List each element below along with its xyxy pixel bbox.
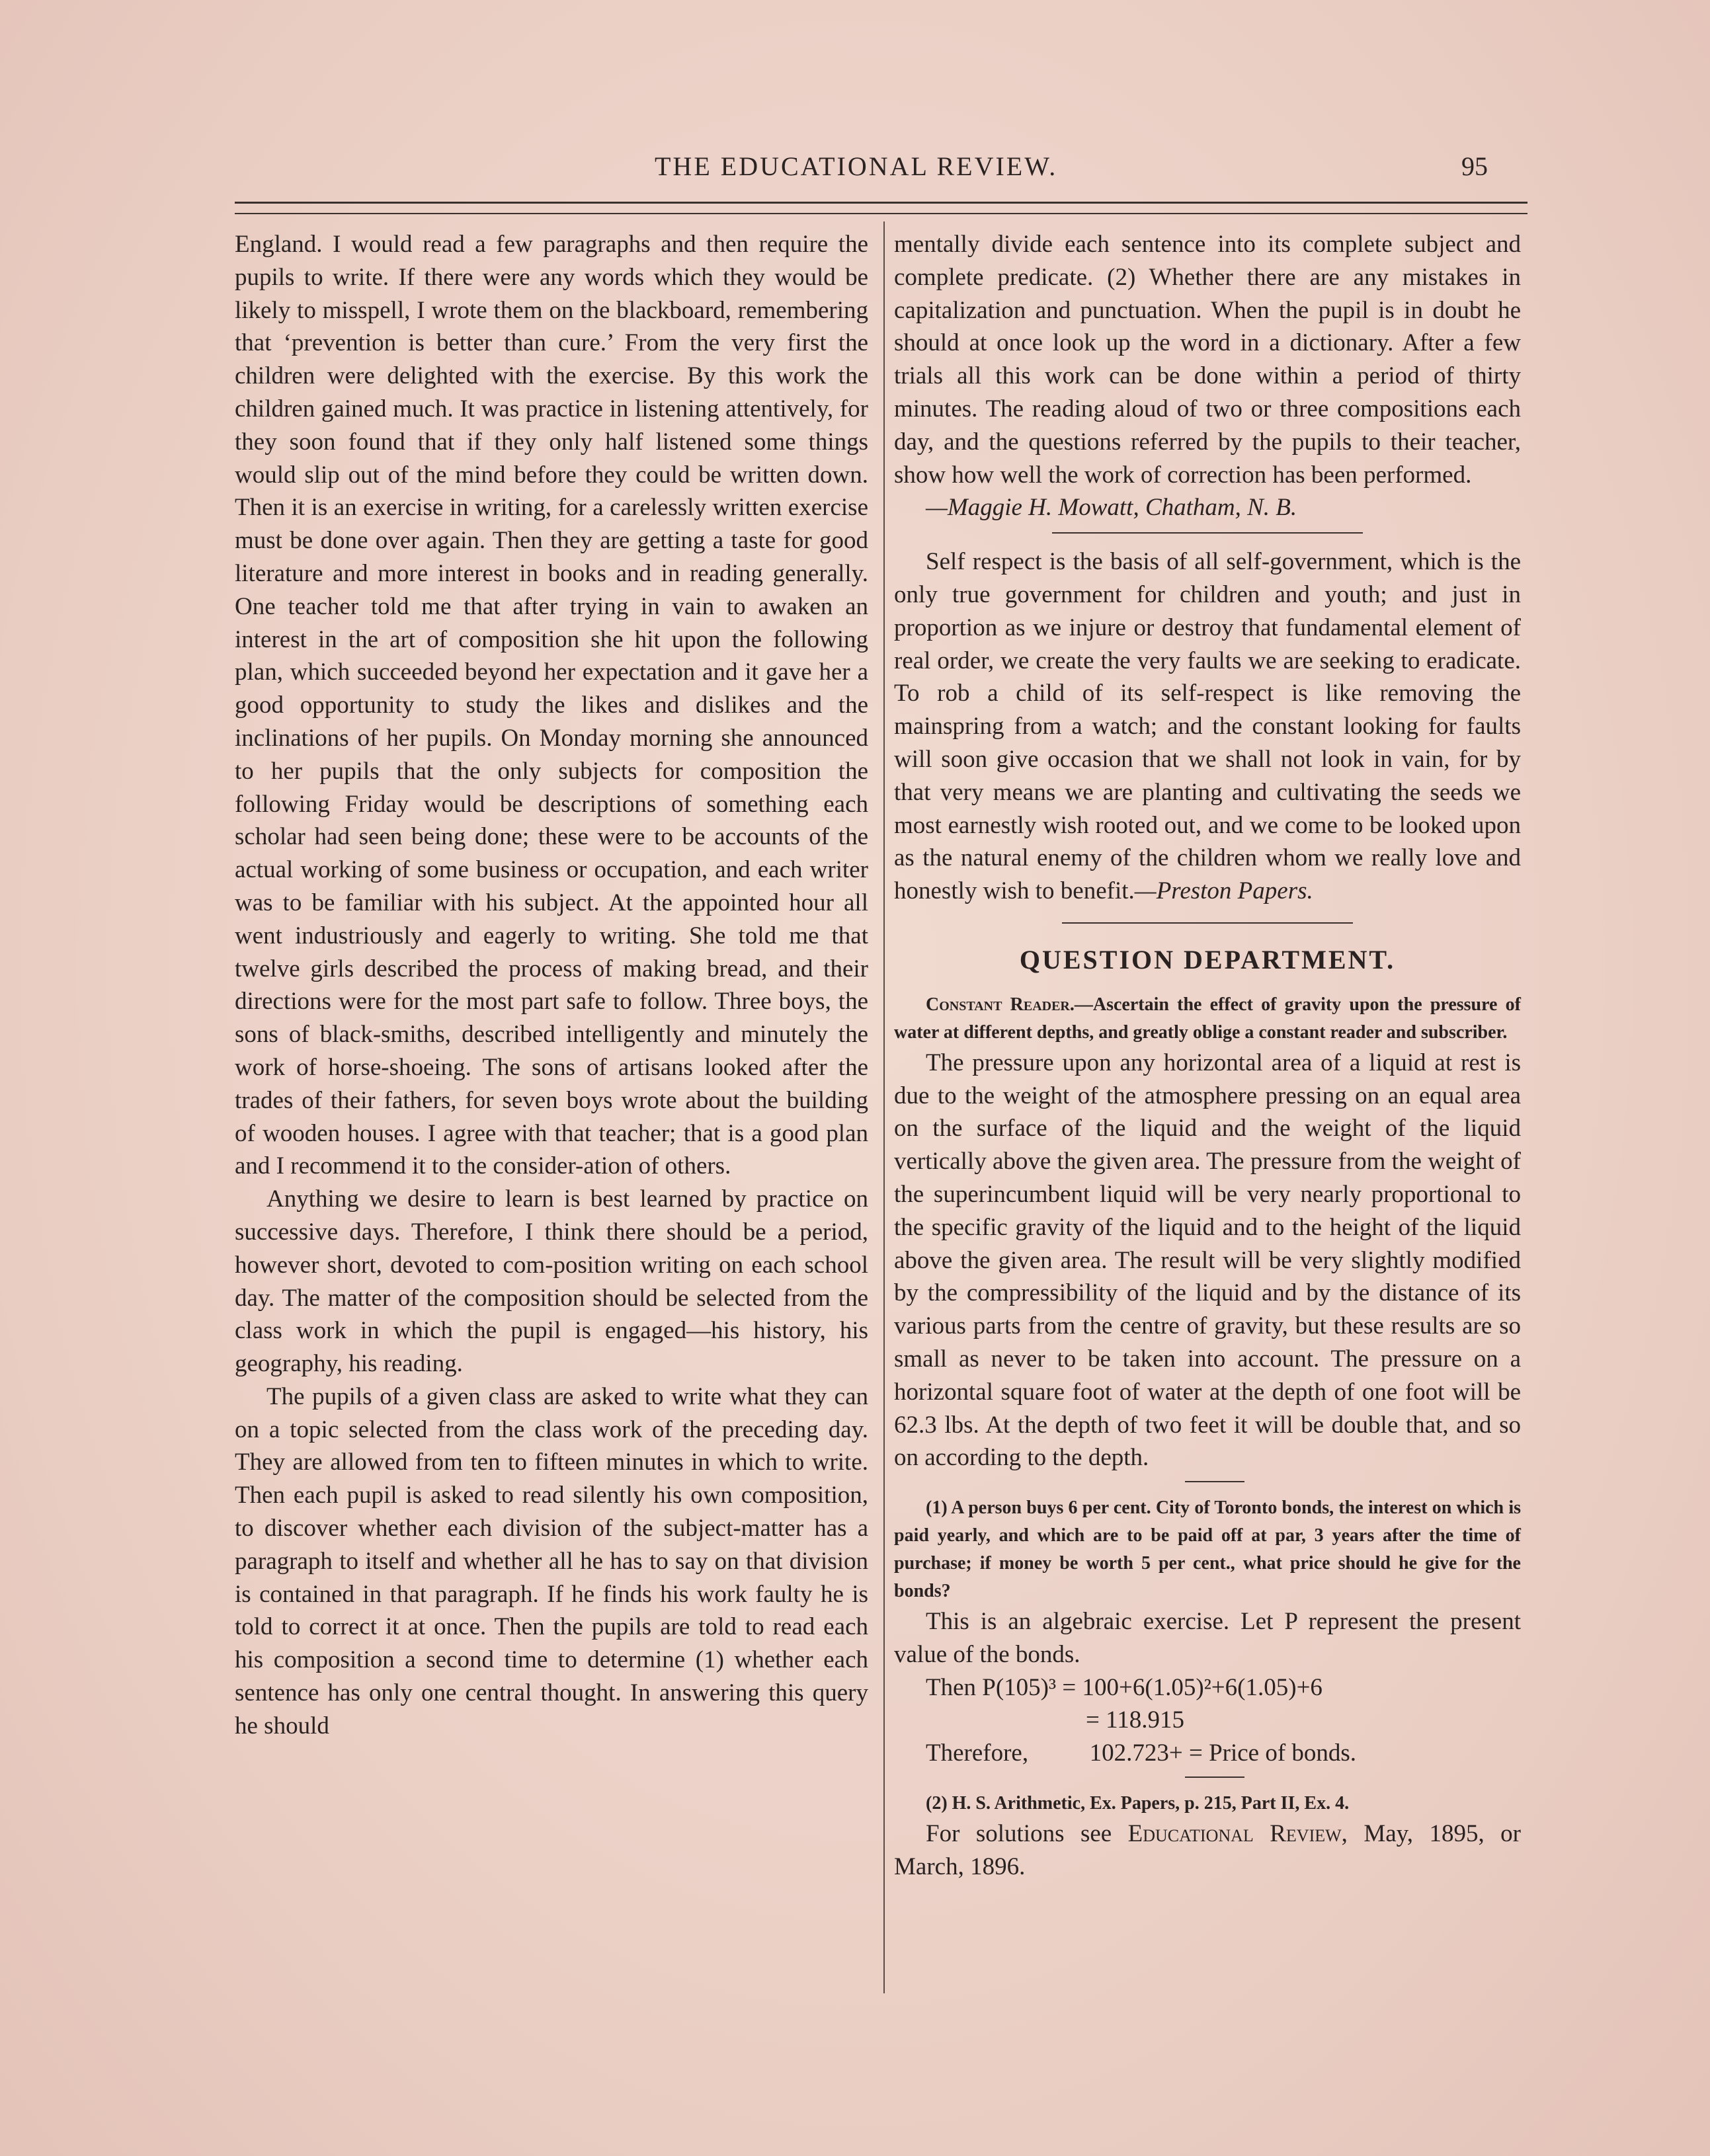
section-rule [1052,532,1363,534]
page-number: 95 [1461,151,1488,181]
source-citation: —Preston Papers. [1134,877,1313,905]
short-rule [1185,1481,1244,1482]
left-column [235,228,868,1743]
equation-line-1: Then P(105)³ = 100+6(1.05)²+6(1.05)+6 [926,1673,1323,1701]
running-title: THE EDUCATIONAL REVIEW. [655,151,1058,181]
question-2: (1) A person buys 6 per cent. City of Toronto bonds, the interest on which is paid yearly, and which are to be paid off at par, 3 years after the time of purchase; if money be worth 5 per cent., what price should he give for the bonds? [894,1497,1521,1602]
answer-3-suffix: , May, 1895, or March, 1896. [894,1820,1521,1880]
section-heading: QUESTION DEPARTMENT. [1019,944,1396,975]
author-signature: —Maggie H. Mowatt, Chatham, N. B. [926,494,1297,522]
page-header [231,151,1488,190]
self-respect-text: Self respect is the basis of all self-government, which is the only true government for children and youth; and just in proportion as we injure or destroy that fundamental element of real order, we create the very faults we are seeking to eradicate. To rob a child of its self-respect is like removing the mainspring from a watch; and the constant looking for faults will soon give occasion that we shall not look in vain, for by that very means we are planting and cultivating the seeds we most earnestly wish rooted out, and we come to be looked upon as the natural enemy of the children whom we really love and honestly wish to benefit. [894,548,1521,905]
left-paragraph-3: The pupils of a given class are asked to write what they can on a topic selected from the class work of the preceding day. They are allowed from ten to fifteen minutes in which to write. Then each pupil is asked to read silently his own composition, to discover whether each division of the subject-matter has a paragraph to itself and whether all he has to say on that division is contained in that paragraph. If he finds his work faulty he is told to correct it at once. Then the pupils are told to read each his composition a second time to determine (1) whether each sentence has only one central thought. In answering this query he should [235,1382,868,1739]
right-column [894,228,1521,1884]
header-double-rule [235,202,1527,214]
right-paragraph-1: mentally divide each sentence into its complete subject and complete predicate. (2) Whether there are any mistakes in capitalization and punctuation. When the pupil is in doubt he should at once look up the word in a dictionary. After a few trials all this work can be done within a period of thirty minutes. The reading aloud of two or three compositions each day, and the questions referred by the pupils to their teacher, show how well the work of correction has been performed. [894,231,1521,489]
column-divider [883,221,885,1993]
short-rule [1185,1777,1244,1778]
answer-3-prefix: For solutions see [926,1820,1128,1848]
answer-3 [894,1817,1521,1884]
answer-2-intro: This is an algebraic exercise. Let P represent the present value of the bonds. [894,1608,1521,1668]
equation-line-3: Therefore, 102.723+ = Price of bonds. [926,1739,1357,1767]
journal-name: Educational Review [1127,1820,1342,1848]
left-paragraph-2: Anything we desire to learn is best learned by practice on successive days. Therefore, I think there should be a period, however short, devoted to com-position writing on each school day. The matter of the composition should be selected from the class work in which the pupil is engaged—his history, his geography, his reading. [235,1185,868,1378]
question-1-asker: Constant Reader. [926,994,1075,1015]
equation-line-2: = 118.915 [1086,1706,1184,1734]
left-paragraph-1: England. I would read a few paragraphs and then require the pupils to write. If there were any words which they would be likely to misspell, I wrote them on the blackboard, remembering that ‘prevention is better than cure.’ From the very first the children were delighted with the exercise. By this work the children gained much. It was practice in listening attentively, for they soon found that if they only half listened some things would slip out of the mind before they could be written down. Then it is an exercise in writing, for a carelessly written exercise must be done over again. Then they are getting a taste for good literature and more interest in books and in reading generally. One teacher told me that after trying in vain to awaken an interest in the art of composition she hit upon the following plan, which succeeded beyond her expectation and it gave her a good opportunity to study the likes and dislikes and the inclinations of her pupils. On Monday morning she announced to her pupils that the only subjects for composition the following Friday would be descriptions of something each scholar had seen being done; these were to be accounts of the actual working of some business or occupation, and each writer was to be familiar with his subject. At the appointed hour all went industriously and eagerly to writing. She told me that twelve girls described the process of making bread, and their directions were for the most part safe to follow. Three boys, the sons of black-smiths, described intelligently and minutely the work of horse-shoeing. The sons of artisans looked after the trades of their fathers, for seven boys wrote about the building of wooden houses. I agree with that teacher; that is a good plan and I recommend it to the consider-ation of others. [235,231,868,1180]
question-1-text: —Ascertain the effect of gravity upon the pressure of water at different depths, and greatly oblige a constant reader and subscriber. [894,994,1521,1043]
question-3: (2) H. S. Arithmetic, Ex. Papers, p. 215, Part II, Ex. 4. [926,1793,1350,1814]
self-respect-paragraph [894,545,1521,908]
question-1 [894,991,1521,1047]
answer-1: The pressure upon any horizontal area of a liquid at rest is due to the weight of the atmosphere pressing on an equal area on the surface of the liquid and the weight of the liquid vertically above the given area. The pressure from the weight of the superincumbent liquid will be very nearly proportional to the specific gravity of the liquid and to the height of the liquid above the given area. The result will be very slightly modified by the compressibility of the liquid and by the distance of its various parts from the centre of gravity, but these results are so small as never to be taken into account. The pressure on a horizontal square foot of water at the depth of one foot will be 62.3 lbs. At the depth of two feet it will be double that, and so on according to the depth. [894,1049,1521,1472]
section-rule [1062,922,1353,924]
